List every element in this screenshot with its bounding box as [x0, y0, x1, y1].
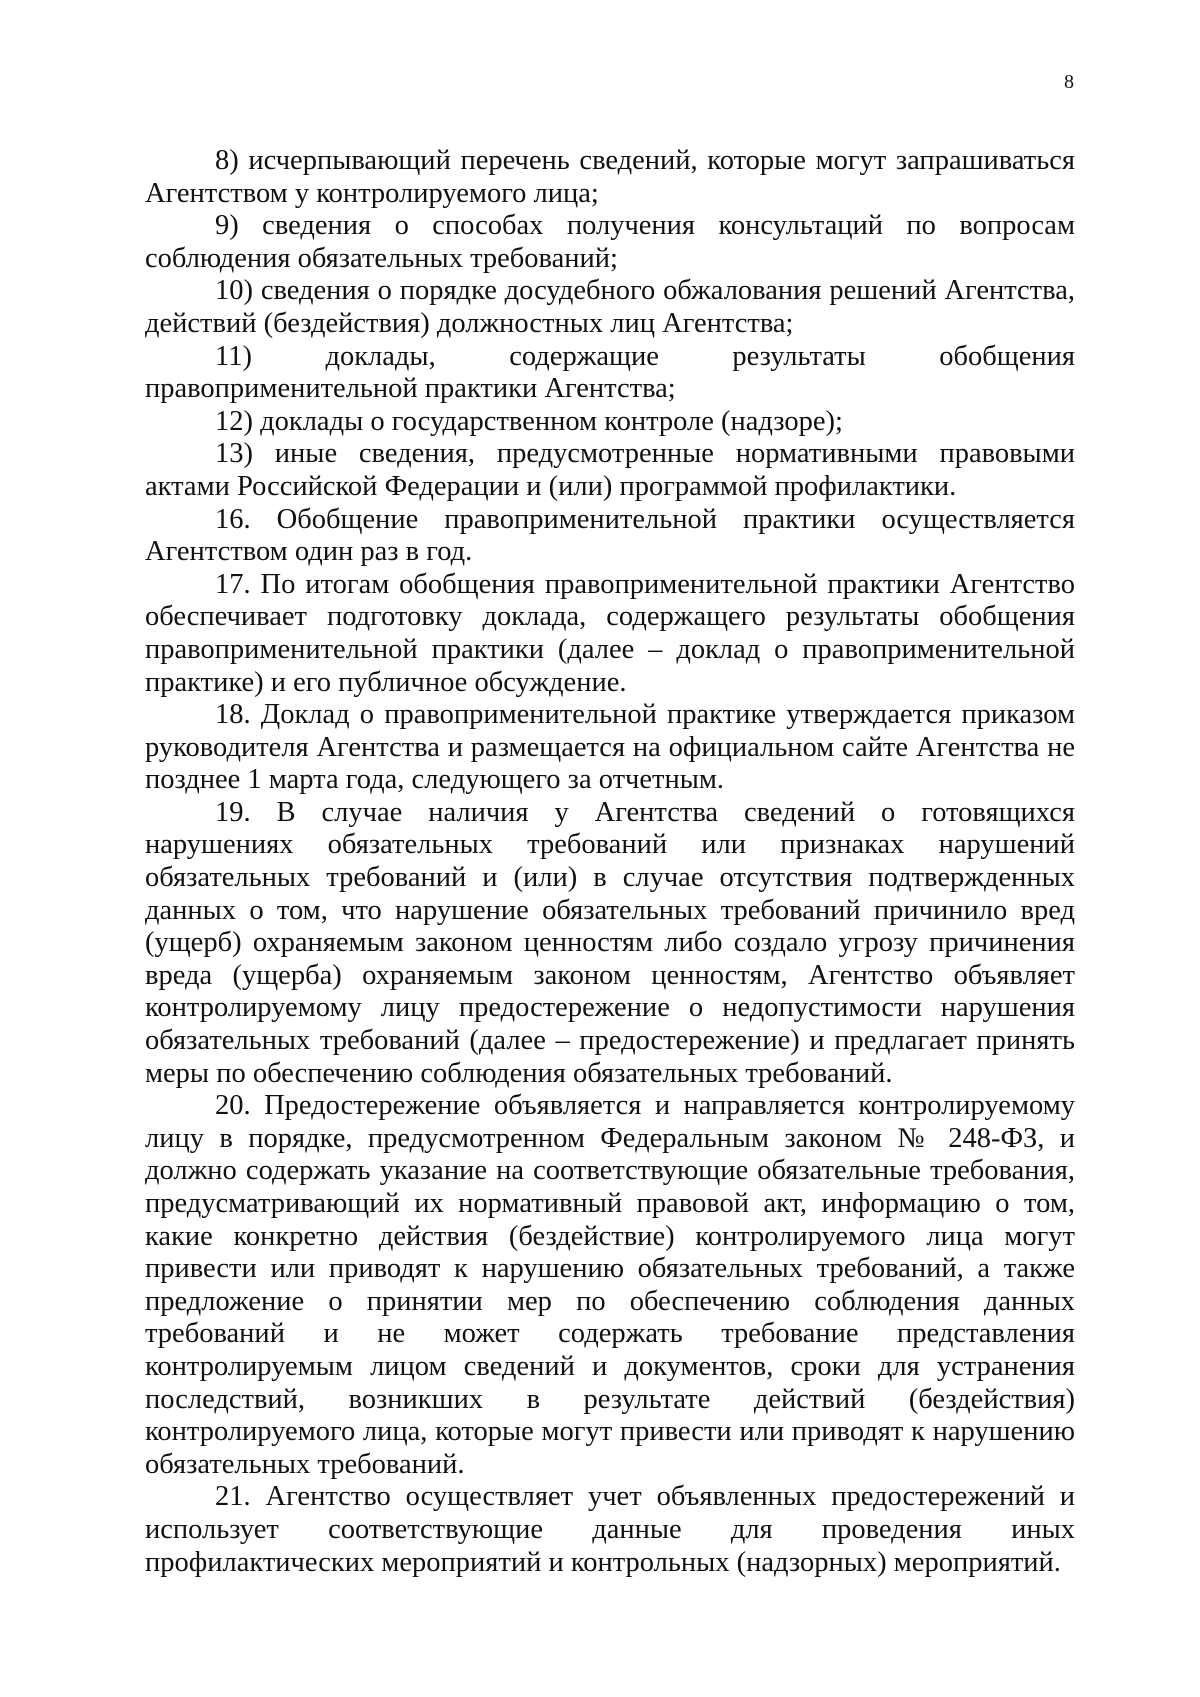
paragraph-item-12: 12) доклады о государственном контроле (надзоре); — [215, 405, 843, 437]
document-body — [145, 145, 1075, 1579]
paragraph-item-13: 13) иные сведения, предусмотренные нормативными правовыми актами Российской Федерации и (или) программой профилактики. — [145, 438, 1075, 502]
paragraph-section-17: 17. По итогам обобщения правоприменительной практики Агентство обеспечивает подготовку доклада, содержащего результаты обобщения правоприменительной практики (далее – доклад о правоприменительной практике) и его публичное обсуждение. — [145, 568, 1075, 698]
paragraph-section-18: 18. Доклад о правоприменительной практике утверждается приказом руководителя Агентства и размещается на официальном сайте Агентства не позднее 1 марта года, следующего за отчетным. — [145, 699, 1075, 796]
paragraph-item-10: 10) сведения о порядке досудебного обжалования решений Агентства, действий (бездействия) должностных лиц Агентства; — [145, 275, 1075, 339]
paragraph-section-20: 20. Предостережение объявляется и направляется контролируемому лицу в порядке, предусмотренном Федеральным законом № 248-ФЗ, и должно содержать указание на соответствующие обязательные требования, предусматривающий их нормативный правовой акт, информацию о том, какие конкретно действия (бездействие) контролируемого лица могут привести или приводят к нарушению обязательных требований, а также предложение о принятии мер по обеспечению соблюдения данных требований и не может содержать требование представления контролируемым лицом сведений и документов, сроки для устранения последствий, возникших в результате действий (бездействия) контролируемого лица, которые могут привести или приводят к нарушению обязательных требований. — [145, 1090, 1075, 1480]
paragraph-item-8: 8) исчерпывающий перечень сведений, которые могут запрашиваться Агентством у контролируемого лица; — [145, 145, 1075, 209]
paragraph-item-9: 9) сведения о способах получения консультаций по вопросам соблюдения обязательных требований; — [145, 210, 1075, 274]
page-number: 8 — [1064, 71, 1074, 93]
paragraph-section-16: 16. Обобщение правоприменительной практики осуществляется Агентством один раз в год. — [145, 503, 1075, 568]
paragraph-section-19: 19. В случае наличия у Агентства сведений о готовящихся нарушениях обязательных требований или признаках нарушений обязательных требований и (или) в случае отсутствия подтвержденных данных о том, что нарушение обязательных требований причинило вред (ущерб) охраняемым законом ценностям либо создало угрозу причинения вреда (ущерба) охраняемым законом ценностям, Агентство объявляет контролируемому лицу предостережение о недопустимости нарушения обязательных требований (далее – предостережение) и предлагает принять меры по обеспечению соблюдения обязательных требований. — [145, 796, 1075, 1089]
paragraph-item-11: 11) доклады, содержащие результаты обобщения правоприменительной практики Агентства; — [145, 340, 1075, 405]
paragraph-section-21: 21. Агентство осуществляет учет объявленных предостережений и использует соответствующие данные для проведения иных профилактических мероприятий и контрольных (надзорных) мероприятий. — [145, 1481, 1075, 1578]
